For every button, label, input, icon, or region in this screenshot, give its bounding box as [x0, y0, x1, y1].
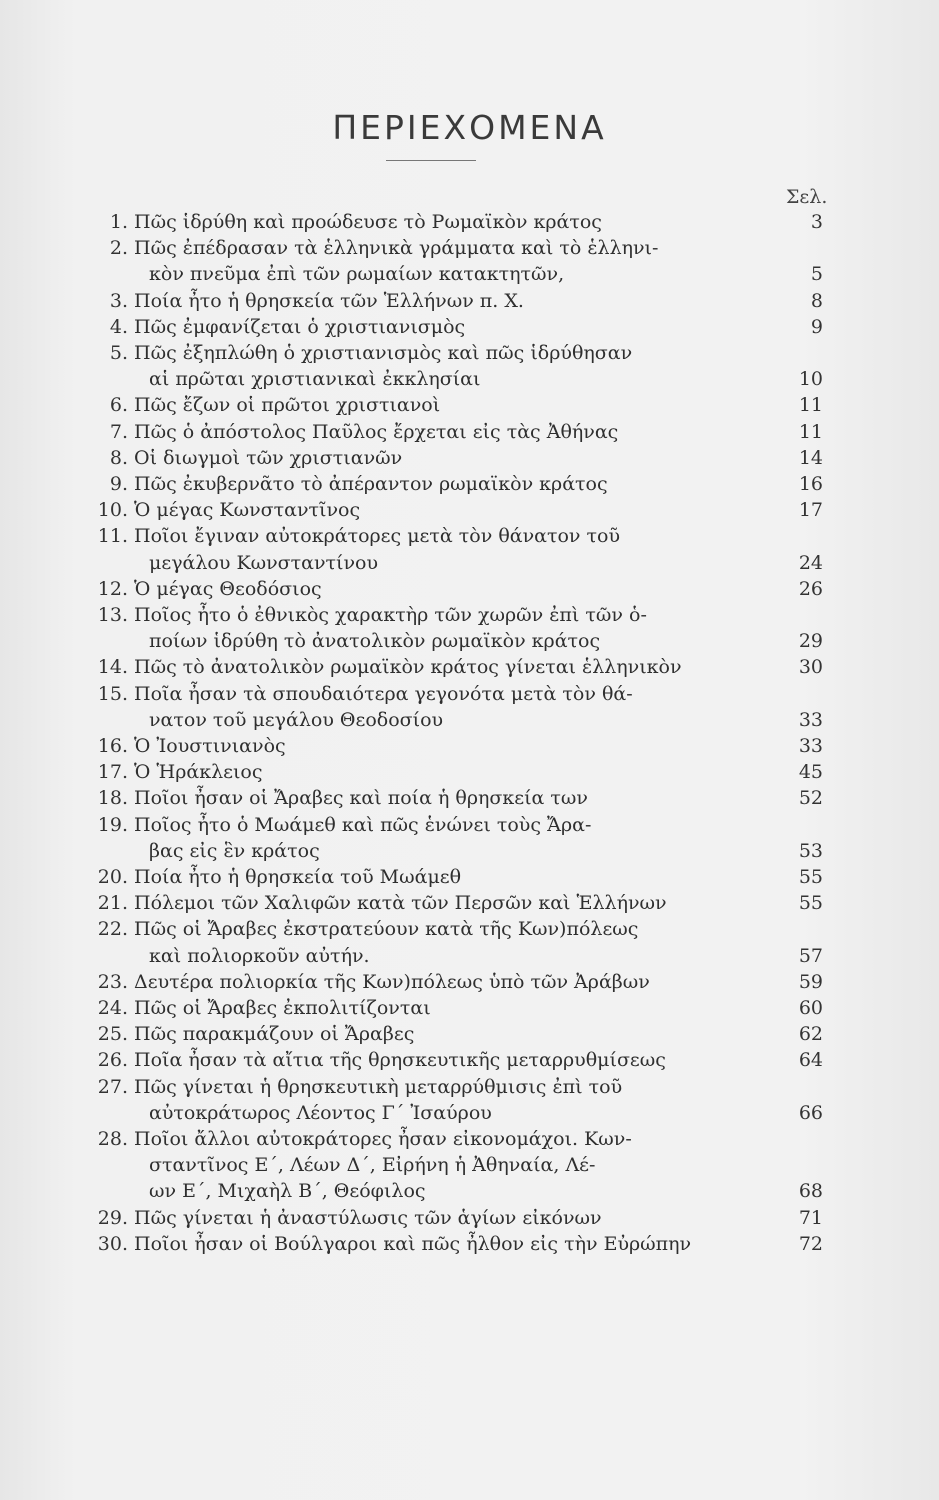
- toc-entry-number: 25.: [97, 1023, 128, 1046]
- toc-entry: [0, 1231, 939, 1257]
- toc-entry-number: 24.: [97, 997, 128, 1019]
- toc-entry-text: Ποῖοι ἄλλοι αὐτοκράτορες ἦσαν εἰκονομάχοι. Κων-: [134, 1128, 632, 1150]
- toc-entry-number: 10.: [97, 499, 128, 522]
- toc-entry-number: 9.: [109, 473, 128, 495]
- toc-entry-text: Ὁ Ἰουστινιανὸς: [134, 735, 286, 757]
- toc-entry: [0, 235, 939, 287]
- toc-entry-page: 9: [810, 315, 823, 338]
- toc-entry-text: Πῶς ἐμφανίζεται ὁ χριστιανισμὸς: [134, 315, 466, 338]
- toc-entry-text: Πῶς ἱδρύθη καὶ προώδευσε τὸ Ρωμαϊκὸν κράτος: [134, 211, 602, 233]
- toc-entry: [0, 1047, 939, 1073]
- toc-entry-number: 2.: [109, 237, 128, 260]
- toc-entry-number: 13.: [97, 604, 128, 626]
- toc-entry: [0, 1021, 939, 1047]
- toc-entry-page: 33: [798, 735, 823, 757]
- toc-entry: [0, 497, 939, 523]
- toc-entry-page: 71: [798, 1206, 823, 1229]
- toc-entry-page: 66: [798, 1101, 823, 1124]
- page-title: ΠΕΡΙΕΧΟΜΕΝΑ: [332, 108, 607, 147]
- toc-entry: [0, 1205, 939, 1231]
- toc-entry-number: 19.: [97, 813, 128, 836]
- toc-entry-text: Οἱ διωγμοὶ τῶν χριστιανῶν: [134, 446, 403, 469]
- toc-entry: [0, 1126, 939, 1205]
- toc-entry-text: Ποῖος ἦτο ὁ ἐθνικὸς χαρακτὴρ τῶν χωρῶν ἐπὶ τῶν ὁ-: [134, 604, 647, 626]
- toc-entry-number: 7.: [109, 420, 128, 443]
- toc-entry-text: Πῶς ὁ ἀπόστολος Παῦλος ἔρχεται εἰς τὰς Ἀθήνας: [134, 420, 619, 443]
- toc-entry: [0, 785, 939, 811]
- toc-entry-text: Πῶς γίνεται ἡ θρησκευτικὴ μεταρρύθμισις ἐπὶ τοῦ: [134, 1075, 623, 1098]
- toc-entry-page: 3: [810, 211, 823, 233]
- toc-entry-text: Πῶς γίνεται ἡ ἀναστύλωσις τῶν ἁγίων εἰκόνων: [134, 1206, 602, 1229]
- toc-entry-page: 53: [798, 839, 823, 862]
- toc-entry-text: Πῶς παρακμάζουν οἱ Ἄραβες: [134, 1023, 415, 1046]
- toc-entry: [0, 523, 939, 575]
- toc-entry: [0, 995, 939, 1021]
- toc-entry-number: 11.: [97, 525, 128, 548]
- toc-entry-text: Ποῖοι ἦσαν οἱ Ἄραβες καὶ ποία ἡ θρησκεία των: [134, 787, 588, 810]
- toc-entry-text: ων Ε΄, Μιχαὴλ Β΄, Θεόφιλος: [149, 1180, 426, 1203]
- toc-entry-text: Ποῖα ἦσαν τὰ αἴτια τῆς θρησκευτικῆς μεταρρυθμίσεως: [134, 1049, 666, 1072]
- toc-entry-text: κὸν πνεῦμα ἐπὶ τῶν ρωμαίων κατακτητῶν,: [149, 263, 565, 286]
- toc-entry-page: 57: [798, 944, 823, 967]
- toc-entry-page: 72: [798, 1232, 823, 1255]
- toc-entry: [0, 314, 939, 340]
- toc-entry-text: νατον τοῦ μεγάλου Θεοδοσίου: [149, 708, 444, 731]
- toc-entry-page: 30: [798, 656, 823, 679]
- toc-entry-number: 16.: [97, 735, 128, 757]
- toc-entry-page: 17: [798, 499, 823, 522]
- toc-entry-text: Πῶς ἐκυβερνᾶτο τὸ ἀπέραντον ρωμαϊκὸν κράτος: [134, 473, 608, 495]
- toc-entry: [0, 681, 939, 733]
- toc-entry-page: 33: [798, 708, 823, 731]
- toc-entry-number: 27.: [97, 1075, 128, 1098]
- toc-entry-text: Ποία ἦτο ἡ θρησκεία τῶν Ἑλλήνων π. Χ.: [134, 289, 524, 312]
- toc-entry: [0, 471, 939, 497]
- toc-entry: [0, 812, 939, 864]
- toc-entry: [0, 576, 939, 602]
- toc-entry-text: σταντῖνος Ε΄, Λέων Δ΄, Εἰρήνη ἡ Ἀθηναία, Λέ-: [149, 1154, 596, 1177]
- toc-entry-number: 29.: [97, 1206, 128, 1229]
- toc-entry-text: Ποῖοι ἦσαν οἱ Βούλγαροι καὶ πῶς ἦλθον εἰς τὴν Εὐρώπην: [134, 1232, 692, 1255]
- toc-entry-text: Πῶς οἱ Ἄραβες ἐκστρατεύουν κατὰ τῆς Κων)πόλεως: [134, 918, 639, 941]
- toc-entry-text: Δευτέρα πολιορκία τῆς Κων)πόλεως ὑπὸ τῶν Ἀράβων: [134, 970, 650, 993]
- toc-entry: [0, 890, 939, 916]
- toc-entry: [0, 602, 939, 654]
- toc-entry: [0, 288, 939, 314]
- toc-entry-text: Πῶς οἱ Ἄραβες ἐκπολιτίζονται: [134, 997, 431, 1019]
- toc-entry-number: 8.: [109, 446, 128, 469]
- toc-entry-page: 11: [798, 420, 823, 443]
- toc-entry-number: 30.: [97, 1232, 128, 1255]
- toc-entry-number: 1.: [109, 211, 128, 233]
- toc-entry: [0, 969, 939, 995]
- toc-entry-number: 3.: [109, 289, 128, 312]
- toc-entry-number: 5.: [109, 342, 128, 364]
- toc-entry-number: 6.: [109, 394, 128, 417]
- toc-entry-number: 17.: [97, 761, 128, 784]
- toc-entry: [0, 419, 939, 445]
- toc-entry-text: αὐτοκράτωρος Λέοντος Γ΄ Ἰσαύρου: [149, 1101, 492, 1124]
- toc-entry-number: 23.: [97, 970, 128, 993]
- toc-entry-number: 14.: [97, 656, 128, 679]
- toc-entry: [0, 864, 939, 890]
- toc-entry-text: ποίων ἱδρύθη τὸ ἀνατολικὸν ρωμαϊκὸν κράτος: [149, 630, 601, 653]
- toc-entry-page: 26: [798, 577, 823, 600]
- toc-entry: [0, 445, 939, 471]
- toc-entry-page: 14: [798, 446, 823, 469]
- toc-entry-page: 59: [798, 970, 823, 993]
- toc-entry-number: 21.: [97, 892, 128, 915]
- toc-entry-text: Ὁ μέγας Θεοδόσιος: [134, 577, 322, 600]
- toc-entry-text: Ὁ μέγας Κωνσταντῖνος: [134, 499, 361, 522]
- toc-entry-page: 55: [798, 866, 823, 888]
- toc-entry-page: 55: [798, 892, 823, 915]
- toc-entry-page: 8: [810, 289, 823, 312]
- toc-entry: [0, 392, 939, 418]
- toc-entry-text: Πόλεμοι τῶν Χαλιφῶν κατὰ τῶν Περσῶν καὶ Ἑλλήνων: [134, 892, 667, 915]
- toc-entry: [0, 759, 939, 785]
- toc-entry: [0, 1074, 939, 1126]
- toc-entry-page: 29: [798, 630, 823, 653]
- toc-entry-page: 60: [798, 997, 823, 1019]
- toc-entry: [0, 340, 939, 392]
- toc-entry-number: 22.: [97, 918, 128, 941]
- toc-entry-page: 5: [810, 263, 823, 286]
- toc-entry-text: βας εἰς ἓν κράτος: [149, 839, 320, 862]
- toc-entry-page: 52: [798, 787, 823, 810]
- toc-entry-page: 62: [798, 1023, 823, 1046]
- toc-entry-number: 26.: [97, 1049, 128, 1072]
- toc-entry-number: 28.: [97, 1128, 128, 1150]
- toc-entry-number: 12.: [97, 577, 128, 600]
- toc-entry-page: 10: [798, 368, 823, 391]
- toc-entry-text: Ποῖα ἦσαν τὰ σπουδαιότερα γεγονότα μετὰ τὸν θά-: [134, 682, 633, 705]
- toc-entry-number: 15.: [97, 682, 128, 705]
- toc-entry-text: Πῶς ἐξηπλώθη ὁ χριστιανισμὸς καὶ πῶς ἱδρύθησαν: [134, 342, 633, 364]
- page-column-label: Σελ.: [786, 186, 828, 208]
- toc-entry-page: 64: [798, 1049, 823, 1072]
- toc-entry-text: Πῶς ἔζων οἱ πρῶτοι χριστιανοὶ: [134, 394, 441, 417]
- toc-entry-number: 20.: [97, 866, 128, 888]
- toc-entry-text: αἱ πρῶται χριστιανικαὶ ἐκκλησίαι: [149, 368, 481, 391]
- toc-entry: [0, 654, 939, 680]
- toc-entry-page: 16: [798, 473, 823, 495]
- toc-entry: [0, 733, 939, 759]
- toc-entry-text: Ποῖοι ἔγιναν αὐτοκράτορες μετὰ τὸν θάνατον τοῦ: [134, 525, 621, 548]
- toc-entry-text: Ποῖος ἦτο ὁ Μωάμεθ καὶ πῶς ἑνώνει τοὺς Ἄρα-: [134, 813, 592, 836]
- toc-entry-text: Πῶς τὸ ἀνατολικὸν ρωμαϊκὸν κράτος γίνεται ἑλληνικὸν: [134, 656, 682, 679]
- toc-entry-text: Ποία ἦτο ἡ θρησκεία τοῦ Μωάμεθ: [134, 866, 462, 888]
- toc-entry-text: Πῶς ἐπέδρασαν τὰ ἑλληνικὰ γράμματα καὶ τὸ ἑλληνι-: [134, 237, 659, 260]
- toc-entry: [0, 916, 939, 968]
- toc-entry-text: Ὁ Ἡράκλειος: [134, 761, 263, 784]
- toc-entry-page: 68: [798, 1180, 823, 1203]
- toc-entry-page: 45: [798, 761, 823, 784]
- toc-entry-number: 18.: [97, 787, 128, 810]
- toc-entry-page: 24: [798, 551, 823, 574]
- toc-entry-text: μεγάλου Κωνσταντίνου: [149, 551, 379, 574]
- toc-entry-text: καὶ πολιορκοῦν αὐτήν.: [149, 944, 370, 967]
- toc-entry-number: 4.: [109, 315, 128, 338]
- toc-entry: [0, 209, 939, 235]
- toc-entry-page: 11: [798, 394, 823, 417]
